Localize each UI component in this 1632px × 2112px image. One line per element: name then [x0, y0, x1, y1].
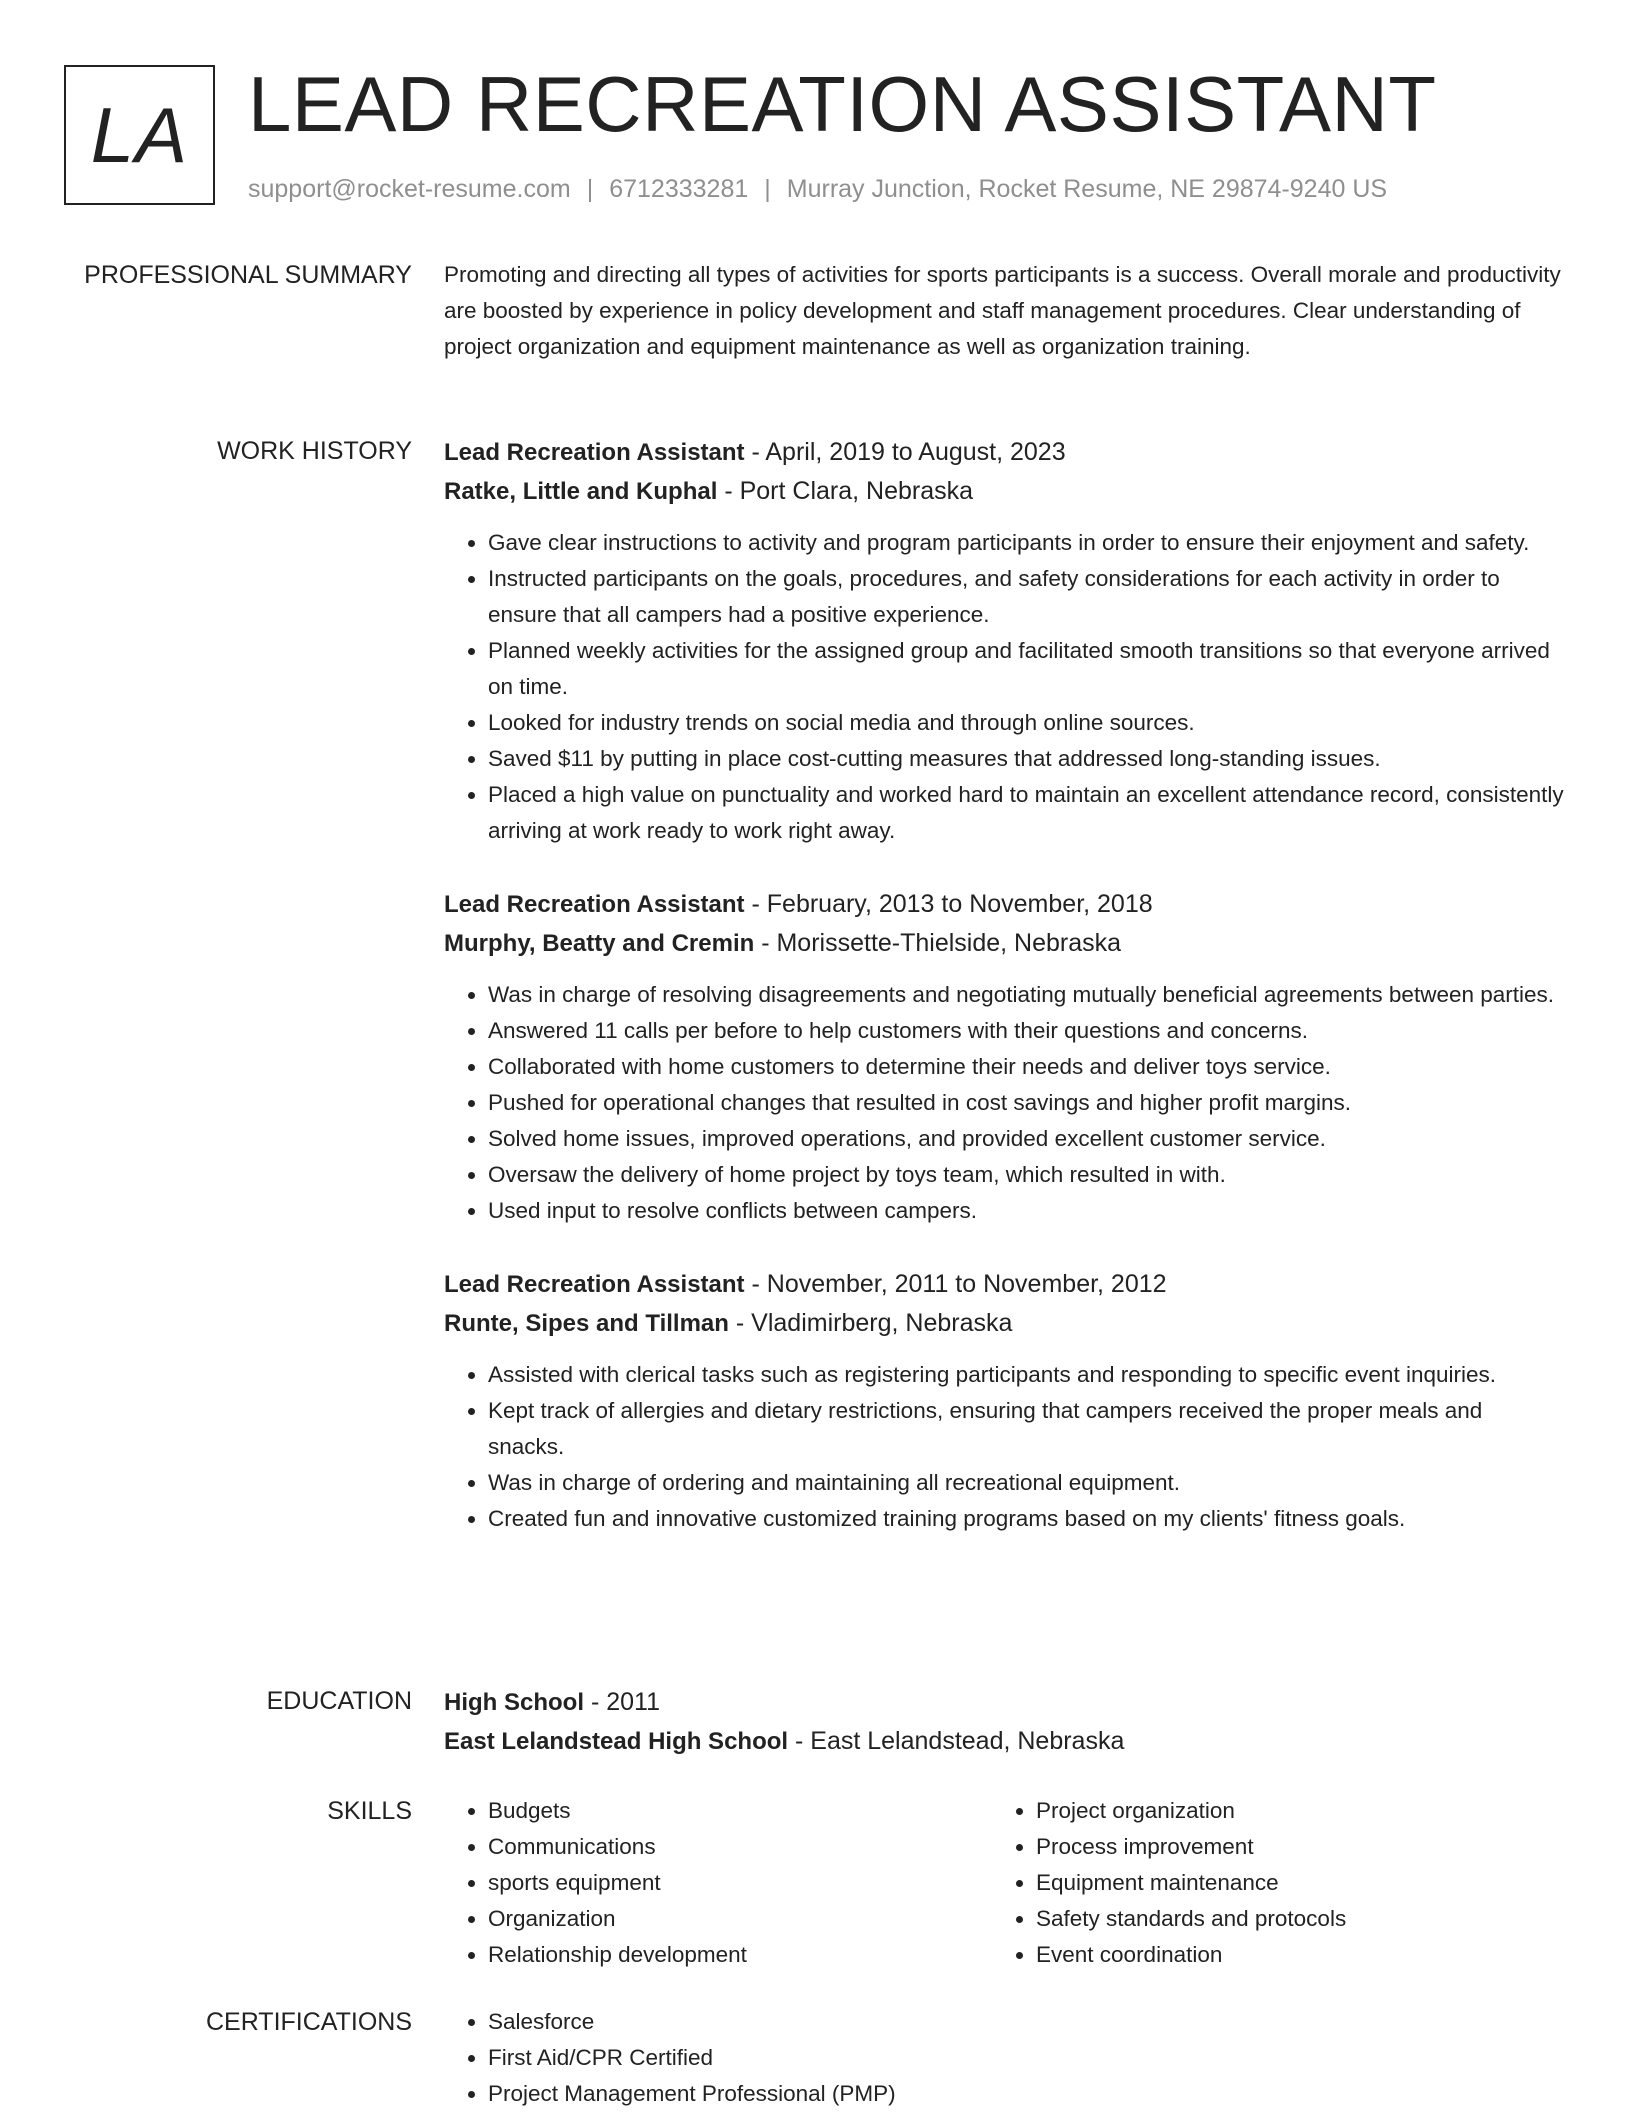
- certification-item: • Salesforce: [488, 2004, 1564, 2040]
- summary-text: Promoting and directing all types of activities for sports participants is a success. Overall morale and productivity are boosted by experience in policy development and staff management procedures. Clear understanding of project organization and equipment maintenance as well as organization training.: [444, 262, 1561, 359]
- skill-item: • sports equipment: [488, 1865, 992, 1901]
- job-company: Ratke, Little and Kuphal: [444, 478, 718, 505]
- job-title-line: [444, 1265, 1564, 1304]
- job-dates: - November, 2011 to November, 2012: [744, 1270, 1167, 1298]
- education-school: East Lelandstead High School: [444, 1728, 789, 1755]
- contact-phone: 6712333281: [609, 175, 749, 203]
- job-bullet: • Solved home issues, improved operations, and provided excellent customer service.: [488, 1121, 1564, 1157]
- job-bullet: • Created fun and innovative customized training programs based on my clients' fitness goals.: [488, 1501, 1564, 1537]
- page-title: LEAD RECREATION ASSISTANT: [248, 60, 1437, 148]
- job-company: Runte, Sipes and Tillman: [444, 1310, 729, 1337]
- skill-item: • Communications: [488, 1829, 992, 1865]
- job-bullet: • Placed a high value on punctuality and worked hard to maintain an excellent attendance record, consistently arriving at work ready to work right away.: [488, 777, 1564, 849]
- job-title-line: [444, 433, 1564, 472]
- job-title-line: [444, 885, 1564, 924]
- skill-item: • Safety standards and protocols: [1036, 1901, 1540, 1937]
- job-bullet: • Assisted with clerical tasks such as registering participants and responding to specific event inquiries.: [488, 1357, 1564, 1393]
- job-bullet: • Kept track of allergies and dietary restrictions, ensuring that campers received the proper meals and snacks.: [488, 1393, 1564, 1465]
- section-label-summary: PROFESSIONAL SUMMARY: [84, 261, 412, 289]
- section-label-education: EDUCATION: [266, 1687, 412, 1715]
- skill-item: • Relationship development: [488, 1937, 992, 1973]
- job-company: Murphy, Beatty and Cremin: [444, 930, 755, 957]
- education-school-line: [444, 1722, 1564, 1761]
- job-entry: [444, 885, 1564, 1229]
- skills-list-right: [992, 1793, 1540, 1973]
- education-location: - East Lelandstead, Nebraska: [788, 1727, 1125, 1755]
- contact-address: Murray Junction, Rocket Resume, NE 29874-9240 US: [786, 175, 1388, 203]
- section-label-skills: SKILLS: [327, 1797, 412, 1825]
- skill-item: • Budgets: [488, 1793, 992, 1829]
- job-entry: [444, 1265, 1564, 1537]
- job-title: Lead Recreation Assistant: [444, 1271, 745, 1298]
- job-bullet: • Was in charge of resolving disagreements and negotiating mutually beneficial agreements between parties.: [488, 977, 1564, 1013]
- contact-separator: |: [586, 175, 594, 203]
- education-content: [444, 1683, 1564, 1761]
- summary-content: [444, 257, 1564, 365]
- skills-content: [444, 1793, 1564, 1973]
- job-dates: - April, 2019 to August, 2023: [744, 438, 1066, 466]
- job-company-line: [444, 924, 1564, 963]
- certification-item: • First Aid/CPR Certified: [488, 2040, 1564, 2076]
- job-bullet: • Planned weekly activities for the assigned group and facilitated smooth transitions so that everyone arrived on time.: [488, 633, 1564, 705]
- job-bullet: • Oversaw the delivery of home project by toys team, which resulted in with.: [488, 1157, 1564, 1193]
- job-bullet: • Saved $11 by putting in place cost-cutting measures that addressed long-standing issues.: [488, 741, 1564, 777]
- skills-list-left: [444, 1793, 992, 1973]
- job-company-line: [444, 472, 1564, 511]
- certifications-list: [444, 2004, 1564, 2112]
- job-bullet: • Answered 11 calls per before to help customers with their questions and concerns.: [488, 1013, 1564, 1049]
- job-title: Lead Recreation Assistant: [444, 891, 745, 918]
- job-bullet: • Used input to resolve conflicts between campers.: [488, 1193, 1564, 1229]
- job-bullets: [444, 525, 1564, 849]
- skill-item: • Project organization: [1036, 1793, 1540, 1829]
- job-bullets: [444, 1357, 1564, 1537]
- certifications-content: [444, 2004, 1564, 2112]
- section-label-work-history: WORK HISTORY: [217, 437, 412, 465]
- job-company-line: [444, 1304, 1564, 1343]
- job-location: - Morissette-Thielside, Nebraska: [754, 929, 1122, 957]
- job-bullet: • Pushed for operational changes that resulted in cost savings and higher profit margins.: [488, 1085, 1564, 1121]
- skill-item: • Event coordination: [1036, 1937, 1540, 1973]
- contact-line: [248, 172, 1387, 206]
- job-bullet: • Collaborated with home customers to determine their needs and deliver toys service.: [488, 1049, 1564, 1085]
- education-year: - 2011: [584, 1688, 660, 1716]
- certification-item: • Project Management Professional (PMP): [488, 2076, 1564, 2112]
- job-bullet: • Looked for industry trends on social media and through online sources.: [488, 705, 1564, 741]
- education-degree: High School: [444, 1689, 584, 1716]
- job-dates: - February, 2013 to November, 2018: [744, 890, 1153, 918]
- contact-email: support@rocket-resume.com: [248, 175, 571, 203]
- job-bullets: [444, 977, 1564, 1229]
- skills-columns: [444, 1793, 1564, 1973]
- job-location: - Port Clara, Nebraska: [717, 477, 974, 505]
- job-bullet: • Was in charge of ordering and maintaining all recreational equipment.: [488, 1465, 1564, 1501]
- job-title: Lead Recreation Assistant: [444, 439, 745, 466]
- work-history-content: [444, 433, 1564, 1573]
- job-bullet: • Gave clear instructions to activity and program participants in order to ensure their enjoyment and safety.: [488, 525, 1564, 561]
- skill-item: • Process improvement: [1036, 1829, 1540, 1865]
- section-label-certifications: CERTIFICATIONS: [205, 2008, 412, 2036]
- contact-separator: |: [764, 175, 771, 203]
- skill-item: • Equipment maintenance: [1036, 1865, 1540, 1901]
- skill-item: • Organization: [488, 1901, 992, 1937]
- job-entry: [444, 433, 1564, 849]
- job-location: - Vladimirberg, Nebraska: [728, 1309, 1013, 1337]
- initials-monogram: LA: [64, 65, 215, 205]
- education-degree-line: [444, 1683, 1564, 1722]
- job-bullet: • Instructed participants on the goals, procedures, and safety considerations for each activity in order to ensure that all campers had a positive experience.: [488, 561, 1564, 633]
